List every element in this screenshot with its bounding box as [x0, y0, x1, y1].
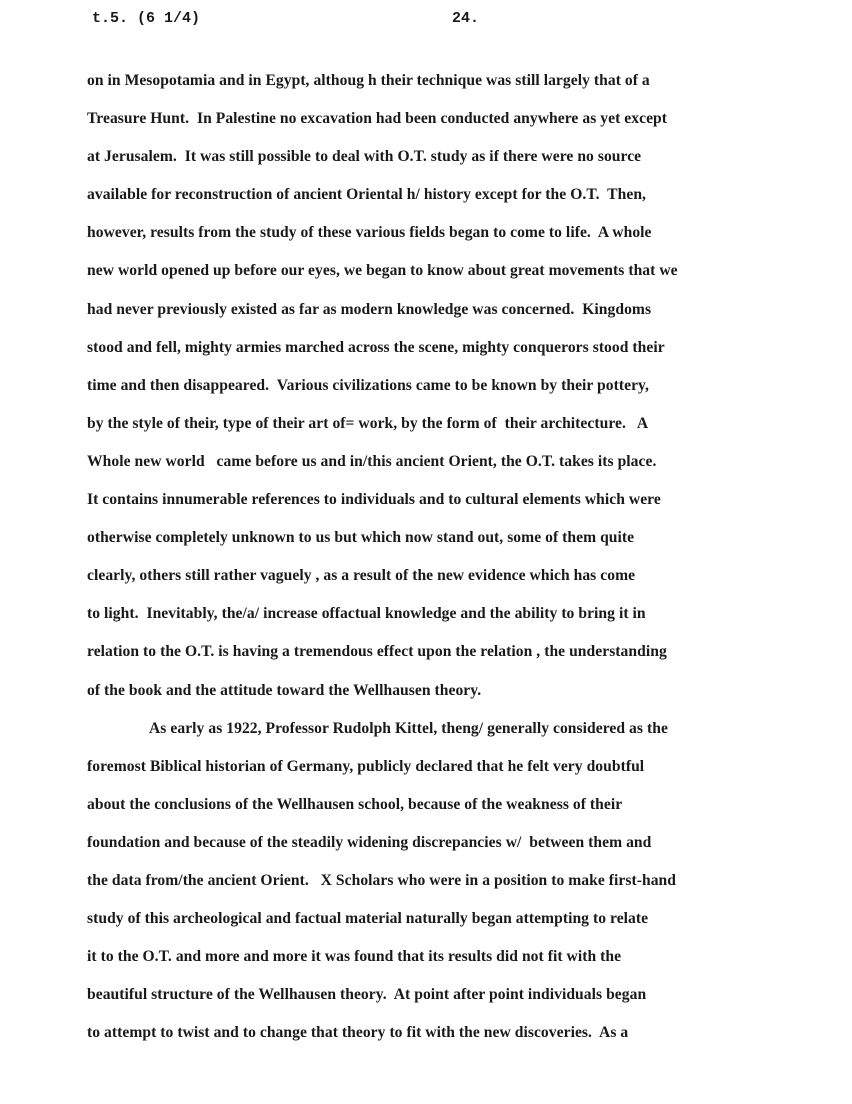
text-line: by the style of their, type of their art of= work, by the form of their architecture. A: [87, 414, 649, 432]
text-line: about the conclusions of the Wellhausen school, because of the weakness of their: [87, 795, 623, 813]
text-line: foundation and because of the steadily widening discrepancies w/ between them and: [87, 833, 652, 851]
text-line: otherwise completely unknown to us but which now stand out, some of them quite: [87, 529, 635, 547]
text-line: It contains innumerable references to individuals and to cultural elements which were: [87, 491, 661, 509]
text-line: to light. Inevitably, the/a/ increase offactual knowledge and the ability to bring it in: [87, 605, 646, 623]
text-line: study of this archeological and factual material naturally began attempting to relate: [87, 910, 649, 928]
text-line: available for reconstruction of ancient Oriental h/ history except for the O.T. Then,: [87, 186, 646, 204]
text-line: time and then disappeared. Various civilizations came to be known by their pottery,: [87, 376, 649, 394]
text-line: however, results from the study of these various fields began to come to life. A whole: [87, 224, 652, 242]
text-line: beautiful structure of the Wellhausen theory. At point after point individuals began: [87, 986, 647, 1004]
text-line: relation to the O.T. is having a tremendous effect upon the relation , the understanding: [87, 643, 667, 661]
document-body: [87, 68, 817, 1058]
page-number: 24.: [452, 10, 480, 27]
text-line: stood and fell, mighty armies marched across the scene, mighty conquerors stood their: [87, 338, 665, 356]
text-line: clearly, others still rather vaguely , as a result of the new evidence which has come: [87, 567, 636, 585]
text-line: it to the O.T. and more and more it was found that its results did not fit with the: [87, 948, 622, 966]
text-line: of the book and the attitude toward the Wellhausen theory.: [87, 681, 482, 699]
text-line: had never previously existed as far as modern knowledge was concerned. Kingdoms: [87, 300, 652, 318]
text-line: to attempt to twist and to change that theory to fit with the new discoveries. As a: [87, 1024, 629, 1042]
text-line: new world opened up before our eyes, we began to know about great movements that we: [87, 262, 678, 280]
text-line: on in Mesopotamia and in Egypt, althoug h their technique was still largely that of a: [87, 72, 650, 89]
header-reference: t.5. (6 1/4): [92, 10, 201, 27]
page-header: [0, 10, 852, 34]
text-line: at Jerusalem. It was still possible to deal with O.T. study as if there were no source: [87, 148, 642, 166]
paragraph-start-line: As early as 1922, Professor Rudolph Kittel, theng/ generally considered as the: [149, 719, 668, 737]
text-line: foremost Biblical historian of Germany, publicly declared that he felt very doubtful: [87, 757, 645, 775]
text-line: the data from/the ancient Orient. X Scholars who were in a position to make first-hand: [87, 871, 677, 889]
text-line: Treasure Hunt. In Palestine no excavation had been conducted anywhere as yet except: [87, 110, 668, 128]
text-line: Whole new world came before us and in/this ancient Orient, the O.T. takes its place.: [87, 452, 657, 470]
